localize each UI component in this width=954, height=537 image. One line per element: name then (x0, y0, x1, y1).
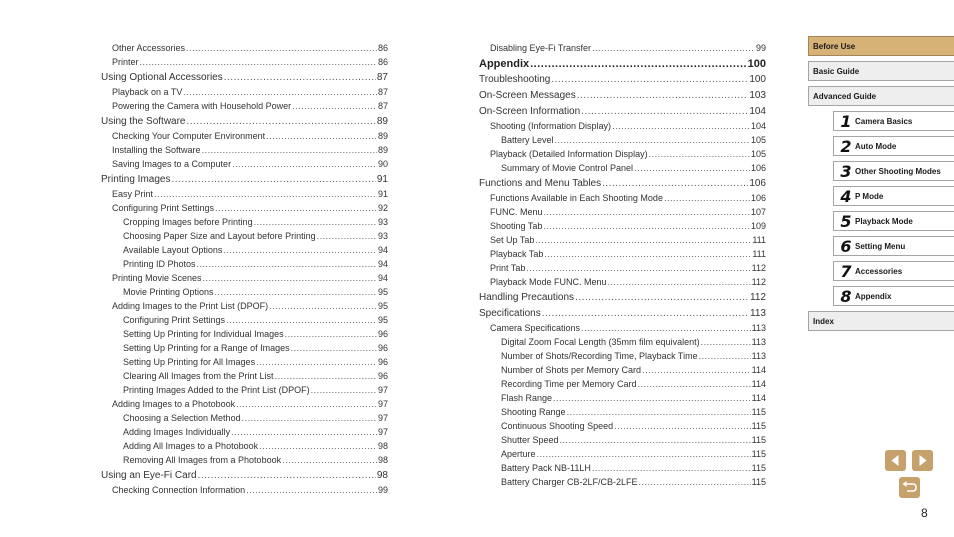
toc-entry-title: Specifications (479, 308, 541, 319)
toc-entry-title: Clearing All Images from the Print List (123, 371, 274, 381)
dot-leader (553, 392, 751, 404)
toc-entry[interactable] (479, 72, 766, 86)
toc-entry[interactable] (479, 306, 766, 320)
page-number: 8 (921, 506, 928, 520)
toc-entry-title: Shutter Speed (501, 435, 559, 445)
chapter-number: 4 (840, 186, 852, 206)
toc-entry-page: 89 (376, 116, 388, 127)
toc-entry-page: 107 (750, 207, 766, 217)
nav-advanced-guide-button[interactable]: Advanced Guide (808, 86, 954, 106)
toc-entry-title: Movie Printing Options (123, 287, 214, 297)
toc-entry-title: Shooting Tab (490, 221, 543, 231)
toc-entry-title: Number of Shots per Memory Card (501, 365, 642, 375)
toc-entry-page: 113 (751, 351, 766, 361)
toc-entry-page: 100 (749, 74, 766, 85)
toc-entry-title: Flash Range (501, 393, 553, 403)
toc-entry-page: 106 (750, 163, 766, 173)
nav-chapter-button[interactable] (833, 236, 954, 256)
toc-entry-title: Camera Specifications (490, 323, 581, 333)
toc-entry[interactable] (101, 142, 388, 156)
toc-entry-title: Playback (Detailed Information Display) (490, 149, 648, 159)
toc-entry[interactable] (479, 376, 766, 390)
toc-entry-page: 112 (751, 263, 766, 273)
toc-entry-title: Battery Level (501, 135, 554, 145)
toc-entry[interactable] (101, 54, 388, 68)
dot-leader (551, 74, 748, 86)
toc-entry-title: Adding All Images to a Photobook (123, 441, 259, 451)
toc-entry-page: 94 (377, 245, 388, 255)
toc-entry-page: 92 (377, 203, 388, 213)
toc-entry[interactable] (101, 382, 388, 396)
toc-entry[interactable] (101, 284, 388, 298)
toc-right-column (479, 40, 766, 488)
side-navigation (808, 36, 954, 336)
toc-entry[interactable] (479, 320, 766, 334)
toc-entry-page: 97 (377, 413, 388, 423)
toc-entry[interactable] (479, 88, 766, 102)
toc-entry-page: 97 (377, 385, 388, 395)
toc-entry-page: 87 (377, 101, 388, 111)
toc-entry-title: Number of Shots/Recording Time, Playback Time (501, 351, 698, 361)
toc-entry-page: 93 (377, 217, 388, 227)
toc-entry[interactable] (479, 334, 766, 348)
dot-leader (577, 90, 749, 102)
toc-entry[interactable] (101, 340, 388, 354)
dot-leader (197, 258, 377, 270)
toc-entry[interactable] (101, 228, 388, 242)
toc-entry-title: Choosing Paper Size and Layout before Printing (123, 231, 316, 241)
toc-entry[interactable] (101, 468, 388, 482)
toc-entry-page: 113 (751, 323, 766, 333)
chapter-label: Other Shooting Modes (855, 166, 941, 176)
toc-entry[interactable] (101, 410, 388, 424)
toc-entry-title: FUNC. Menu (490, 207, 543, 217)
toc-entry[interactable] (101, 256, 388, 270)
dot-leader (224, 72, 376, 84)
toc-entry[interactable] (101, 128, 388, 142)
nav-chapter-button[interactable] (833, 111, 954, 131)
chapter-number: 5 (840, 211, 852, 231)
toc-entry[interactable] (479, 204, 766, 218)
toc-entry-page: 96 (377, 357, 388, 367)
toc-entry[interactable] (101, 242, 388, 256)
toc-entry[interactable] (479, 232, 766, 246)
toc-entry[interactable] (479, 290, 766, 304)
dot-leader (317, 230, 377, 242)
dot-leader (581, 106, 748, 118)
toc-entry-page: 111 (752, 249, 766, 259)
toc-entry[interactable] (479, 190, 766, 204)
toc-entry[interactable] (101, 214, 388, 228)
dot-leader (581, 322, 751, 334)
dot-leader (639, 476, 751, 488)
toc-entry[interactable] (479, 446, 766, 460)
toc-entry[interactable] (479, 348, 766, 362)
toc-entry-title: Printing Images Added to the Print List (DPOF) (123, 385, 310, 395)
chapter-label: Camera Basics (855, 116, 913, 126)
dot-leader (634, 162, 750, 174)
toc-entry[interactable] (101, 424, 388, 438)
toc-entry[interactable] (479, 404, 766, 418)
dot-leader (592, 462, 751, 474)
toc-entry-page: 115 (751, 435, 766, 445)
toc-entry-title: Troubleshooting (479, 74, 551, 85)
toc-entry[interactable] (479, 274, 766, 288)
dot-leader (231, 426, 377, 438)
toc-entry-page: 115 (751, 463, 766, 473)
toc-entry-title: Aperture (501, 449, 536, 459)
toc-entry[interactable] (101, 438, 388, 452)
toc-entry-title: Appendix (479, 58, 530, 70)
dot-leader (282, 454, 377, 466)
toc-entry-title: Adding Images to a Photobook (112, 399, 236, 409)
toc-entry-page: 90 (377, 159, 388, 169)
toc-entry-title: Playback Mode FUNC. Menu (490, 277, 607, 287)
dot-leader (555, 134, 750, 146)
toc-entry[interactable] (479, 146, 766, 160)
toc-entry-page: 112 (751, 277, 766, 287)
nav-basic-guide-button[interactable]: Basic Guide (808, 61, 954, 81)
toc-entry-page: 112 (750, 292, 766, 303)
toc-entry-title: Choosing a Selection Method (123, 413, 241, 423)
toc-entry-title: Checking Connection Information (112, 485, 246, 495)
toc-entry-page: 103 (749, 90, 766, 101)
toc-entry-title: Battery Pack NB-11LH (501, 463, 591, 473)
return-button[interactable] (899, 477, 920, 498)
toc-entry-page: 96 (377, 371, 388, 381)
toc-entry[interactable] (101, 186, 388, 200)
return-arrow-icon (899, 477, 920, 498)
toc-entry-page: 96 (377, 343, 388, 353)
toc-entry-title: Adding Images to the Print List (DPOF) (112, 301, 269, 311)
chapter-label: Auto Mode (855, 141, 897, 151)
toc-entry[interactable] (479, 246, 766, 260)
toc-entry-page: 99 (755, 43, 766, 53)
nav-chapter-button[interactable] (833, 261, 954, 281)
toc-entry-page: 104 (750, 121, 766, 131)
chapter-number: 8 (840, 286, 852, 306)
dot-leader (542, 308, 749, 320)
nav-chapter-button[interactable] (833, 136, 954, 156)
chapter-label: Setting Menu (855, 241, 906, 251)
toc-entry-title: Recording Time per Memory Card (501, 379, 637, 389)
toc-entry[interactable] (479, 118, 766, 132)
dot-leader (259, 440, 377, 452)
previous-page-button[interactable] (885, 450, 906, 471)
dot-leader (226, 314, 377, 326)
chapter-label: Accessories (855, 266, 903, 276)
dot-leader (186, 42, 377, 54)
toc-entry-page: 89 (377, 131, 388, 141)
triangle-right-icon (912, 450, 933, 471)
toc-entry-title: Installing the Software (112, 145, 201, 155)
toc-entry[interactable] (479, 132, 766, 146)
toc-entry-page: 87 (376, 72, 388, 83)
dot-leader (608, 276, 751, 288)
dot-leader (664, 192, 750, 204)
toc-entry-title: Configuring Print Settings (123, 315, 226, 325)
dot-leader (266, 130, 377, 142)
nav-chapter-button[interactable] (833, 161, 954, 181)
toc-entry-page: 105 (750, 135, 766, 145)
dot-leader (215, 202, 377, 214)
toc-entry-page: 97 (377, 427, 388, 437)
chapter-number: 3 (840, 161, 852, 181)
toc-entry[interactable] (479, 460, 766, 474)
toc-entry-title: Battery Charger CB-2LF/CB-2LFE (501, 477, 638, 487)
toc-entry[interactable] (101, 452, 388, 466)
toc-entry-title: Other Accessories (112, 43, 186, 53)
dot-leader (530, 58, 747, 70)
dot-leader (642, 364, 751, 376)
dot-leader (699, 350, 751, 362)
toc-entry-page: 111 (752, 235, 766, 245)
toc-entry-title: Set Up Tab (490, 235, 535, 245)
toc-entry-page: 115 (751, 421, 766, 431)
nav-chapter-button[interactable] (833, 286, 954, 306)
toc-entry-title: Using Optional Accessories (101, 72, 223, 83)
toc-entry-page: 93 (377, 231, 388, 241)
dot-leader (544, 206, 750, 218)
dot-leader (602, 178, 748, 190)
toc-entry-title: Disabling Eye-Fi Transfer (490, 43, 592, 53)
toc-entry[interactable] (479, 218, 766, 232)
toc-left-column (101, 40, 388, 496)
toc-entry-page: 114 (751, 393, 766, 403)
toc-entry-title: Playback on a TV (112, 87, 183, 97)
toc-entry[interactable] (101, 114, 388, 128)
toc-entry-page: 106 (750, 193, 766, 203)
toc-entry-page: 109 (750, 221, 766, 231)
toc-entry-page: 95 (377, 287, 388, 297)
dot-leader (269, 300, 377, 312)
toc-entry-title: Powering the Camera with Household Power (112, 101, 292, 111)
next-page-button[interactable] (912, 450, 933, 471)
toc-entry[interactable] (101, 172, 388, 186)
dot-leader (638, 378, 751, 390)
dot-leader (256, 356, 377, 368)
dot-leader (183, 86, 377, 98)
dot-leader (202, 144, 377, 156)
dot-leader (187, 116, 376, 128)
toc-entry-title: Playback Tab (490, 249, 544, 259)
toc-entry[interactable] (101, 70, 388, 84)
toc-entry-title: Configuring Print Settings (112, 203, 215, 213)
toc-entry[interactable] (479, 474, 766, 488)
toc-entry-page: 94 (377, 273, 388, 283)
toc-entry-page: 104 (749, 106, 766, 117)
toc-entry-page: 99 (377, 485, 388, 495)
dot-leader (614, 420, 751, 432)
toc-entry[interactable] (479, 362, 766, 376)
dot-leader (215, 286, 377, 298)
toc-entry[interactable] (101, 84, 388, 98)
toc-entry[interactable] (101, 326, 388, 340)
toc-entry-page: 91 (377, 189, 388, 199)
toc-entry-page: 94 (377, 259, 388, 269)
toc-entry-title: Printing Movie Scenes (112, 273, 202, 283)
toc-entry-page: 97 (377, 399, 388, 409)
toc-entry-page: 114 (751, 365, 766, 375)
toc-entry[interactable] (101, 40, 388, 54)
dot-leader (246, 484, 377, 496)
nav-index-button[interactable]: Index (808, 311, 954, 331)
chapter-number: 1 (840, 111, 852, 131)
toc-entry-title: Functions and Menu Tables (479, 178, 602, 189)
dot-leader (275, 370, 377, 382)
toc-entry-title: Shooting Range (501, 407, 566, 417)
toc-entry-title: Adding Images Individually (123, 427, 231, 437)
dot-leader (543, 220, 750, 232)
dot-leader (254, 216, 377, 228)
dot-leader (592, 42, 755, 54)
dot-leader (544, 248, 751, 260)
toc-entry-page: 86 (377, 57, 388, 67)
toc-entry[interactable] (101, 396, 388, 410)
toc-entry-title: Available Layout Options (123, 245, 223, 255)
chapter-number: 6 (840, 236, 852, 256)
nav-chapter-button[interactable] (833, 211, 954, 231)
dot-leader (567, 406, 751, 418)
toc-entry[interactable] (479, 104, 766, 118)
dot-leader (526, 262, 750, 274)
toc-entry-page: 113 (750, 308, 766, 319)
chapter-label: P Mode (855, 191, 884, 201)
toc-entry-page: 115 (751, 407, 766, 417)
toc-entry-title: Setting Up Printing for Individual Images (123, 329, 284, 339)
dot-leader (223, 244, 377, 256)
toc-entry-page: 115 (751, 477, 766, 487)
dot-leader (575, 292, 749, 304)
toc-entry-title: Digital Zoom Focal Length (35mm film equivalent) (501, 337, 700, 347)
toc-entry[interactable] (479, 54, 766, 70)
dot-leader (537, 448, 751, 460)
toc-entry-title: Cropping Images before Printing (123, 217, 253, 227)
chapter-list (808, 111, 954, 306)
toc-entry-page: 113 (751, 337, 766, 347)
toc-entry-page: 106 (749, 178, 766, 189)
chapter-label: Appendix (855, 291, 892, 301)
toc-entry[interactable] (479, 390, 766, 404)
toc-entry-title: Continuous Shooting Speed (501, 421, 614, 431)
toc-entry-title: Removing All Images from a Photobook (123, 455, 282, 465)
toc-entry[interactable] (101, 354, 388, 368)
toc-entry[interactable] (479, 418, 766, 432)
toc-entry-title: Handling Precautions (479, 292, 575, 303)
toc-entry[interactable] (479, 432, 766, 446)
dot-leader (232, 158, 377, 170)
toc-entry-title: Checking Your Computer Environment (112, 131, 266, 141)
toc-entry[interactable] (479, 40, 766, 54)
toc-entry-title: Printing Images (101, 174, 171, 185)
toc-entry-page: 95 (377, 315, 388, 325)
toc-entry-title: Easy Print (112, 189, 154, 199)
toc-entry-page: 89 (377, 145, 388, 155)
toc-entry-title: Setting Up Printing for a Range of Images (123, 343, 290, 353)
toc-entry[interactable] (101, 200, 388, 214)
toc-entry-title: Printer (112, 57, 139, 67)
dot-leader (140, 56, 377, 68)
dot-leader (649, 148, 750, 160)
toc-entry[interactable] (101, 368, 388, 382)
toc-entry-title: On-Screen Information (479, 106, 581, 117)
toc-entry-title: Functions Available in Each Shooting Mode (490, 193, 663, 203)
toc-entry-page: 105 (750, 149, 766, 159)
dot-leader (203, 272, 377, 284)
toc-entry[interactable] (101, 98, 388, 112)
chapter-label: Playback Mode (855, 216, 913, 226)
toc-entry[interactable] (101, 312, 388, 326)
dot-leader (612, 120, 750, 132)
toc-entry-title: Using an Eye-Fi Card (101, 470, 197, 481)
dot-leader (535, 234, 751, 246)
dot-leader (560, 434, 751, 446)
nav-before-use-button[interactable]: Before Use (808, 36, 954, 56)
toc-entry-page: 115 (751, 449, 766, 459)
toc-entry-title: Printing ID Photos (123, 259, 196, 269)
dot-leader (291, 342, 377, 354)
nav-chapter-button[interactable] (833, 186, 954, 206)
dot-leader (171, 174, 375, 186)
toc-entry-title: Shooting (Information Display) (490, 121, 612, 131)
toc-entry-title: Setting Up Printing for All Images (123, 357, 256, 367)
toc-entry-page: 91 (376, 174, 388, 185)
toc-entry[interactable] (101, 156, 388, 170)
triangle-left-icon (885, 450, 906, 471)
dot-leader (236, 398, 377, 410)
toc-entry-title: Saving Images to a Computer (112, 159, 232, 169)
toc-entry-title: Using the Software (101, 116, 186, 127)
toc-entry[interactable] (101, 298, 388, 312)
dot-leader (701, 336, 751, 348)
dot-leader (198, 470, 376, 482)
toc-entry-page: 98 (376, 470, 388, 481)
toc-entry-title: Print Tab (490, 263, 526, 273)
toc-entry-page: 100 (747, 58, 766, 70)
toc-entry-page: 98 (377, 455, 388, 465)
chapter-number: 2 (840, 136, 852, 156)
toc-entry-page: 98 (377, 441, 388, 451)
toc-entry[interactable] (479, 260, 766, 274)
toc-entry-title: Summary of Movie Control Panel (501, 163, 634, 173)
toc-entry[interactable] (101, 482, 388, 496)
dot-leader (311, 384, 377, 396)
toc-entry-page: 87 (377, 87, 388, 97)
dot-leader (292, 100, 377, 112)
toc-entry[interactable] (479, 160, 766, 174)
chapter-number: 7 (840, 261, 852, 281)
toc-entry-page: 95 (377, 301, 388, 311)
toc-entry-title: On-Screen Messages (479, 90, 576, 101)
toc-entry-page: 86 (377, 43, 388, 53)
toc-entry[interactable] (101, 270, 388, 284)
toc-entry[interactable] (479, 176, 766, 190)
dot-leader (242, 412, 377, 424)
dot-leader (154, 188, 377, 200)
toc-entry-page: 114 (751, 379, 766, 389)
dot-leader (285, 328, 377, 340)
toc-entry-page: 96 (377, 329, 388, 339)
